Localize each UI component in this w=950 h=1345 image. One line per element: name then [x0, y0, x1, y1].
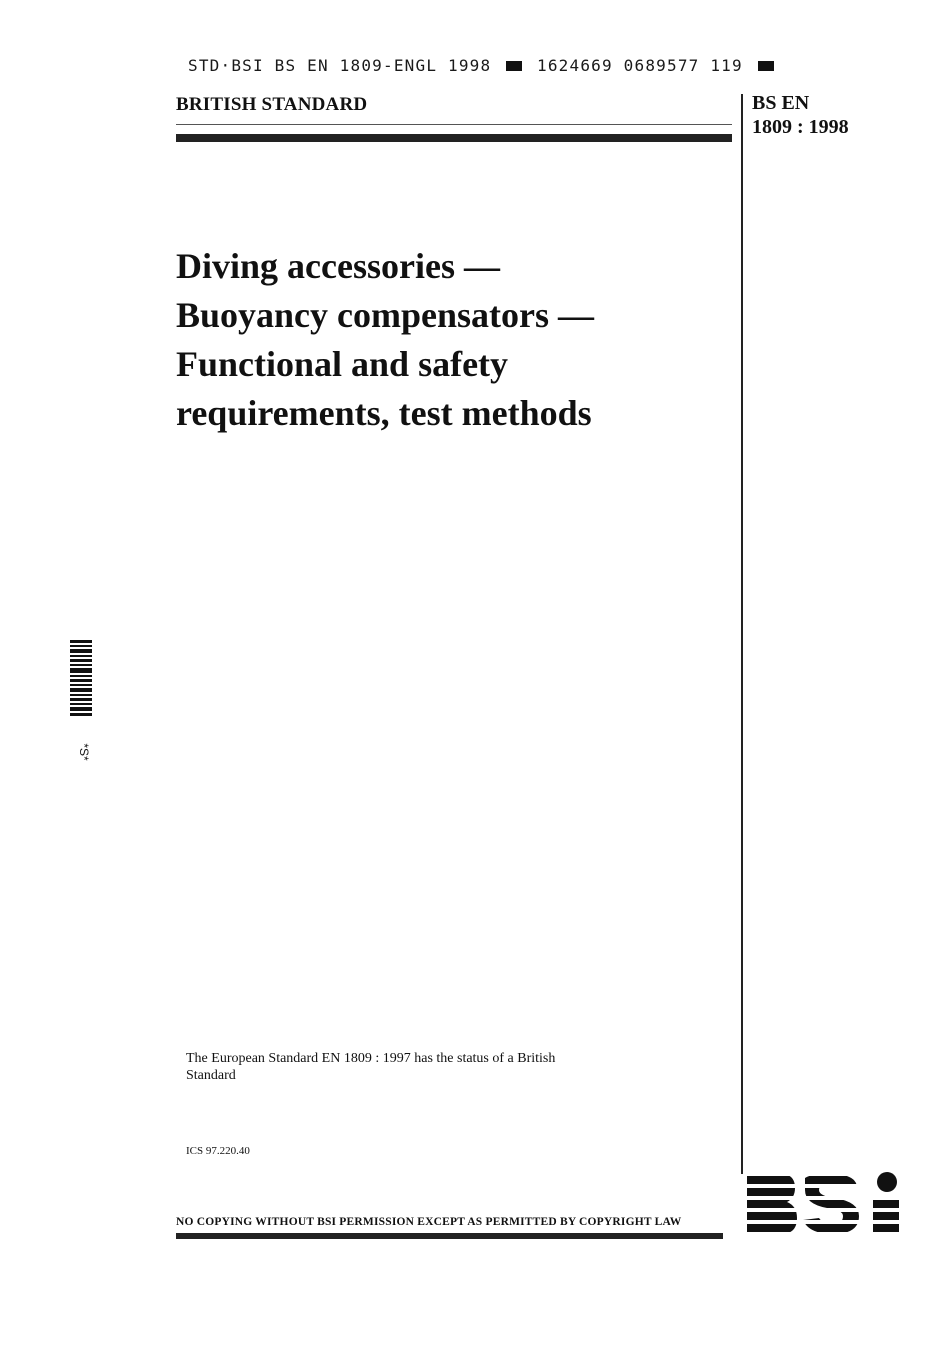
bsi-logo	[745, 1168, 903, 1238]
barcode-icon	[68, 640, 94, 718]
title-line: Functional and safety	[176, 344, 509, 384]
black-block-icon	[758, 61, 774, 71]
title-line: Diving accessories —	[176, 246, 500, 286]
document-title	[176, 242, 736, 438]
header-thick-rule	[176, 134, 732, 142]
standard-number-line-1: BS EN	[752, 92, 810, 114]
status-statement: The European Standard EN 1809 : 1997 has the status of a British Standard	[186, 1051, 556, 1083]
logo-dot-icon	[877, 1172, 897, 1192]
header-thin-rule	[176, 124, 732, 125]
footer-thick-rule	[176, 1233, 723, 1239]
standard-number	[752, 91, 849, 139]
title-line: Buoyancy compensators —	[176, 295, 595, 335]
side-mark-text: *S*	[77, 743, 91, 761]
ics-code: ICS 97.220.40	[186, 1145, 250, 1157]
document-code-line	[188, 56, 778, 75]
vertical-divider	[741, 94, 743, 1174]
black-block-icon	[506, 61, 522, 71]
copyright-notice: NO COPYING WITHOUT BSI PERMISSION EXCEPT AS PERMITTED BY COPYRIGHT LAW	[176, 1216, 682, 1228]
document-code-part-2: 1624669 0689577 119	[537, 56, 743, 75]
british-standard-label: BRITISH STANDARD	[176, 94, 368, 115]
document-code-part-1: STD·BSI BS EN 1809-ENGL 1998	[188, 56, 492, 75]
standard-number-line-2: 1809 : 1998	[752, 116, 849, 138]
title-line: requirements, test methods	[176, 393, 592, 433]
